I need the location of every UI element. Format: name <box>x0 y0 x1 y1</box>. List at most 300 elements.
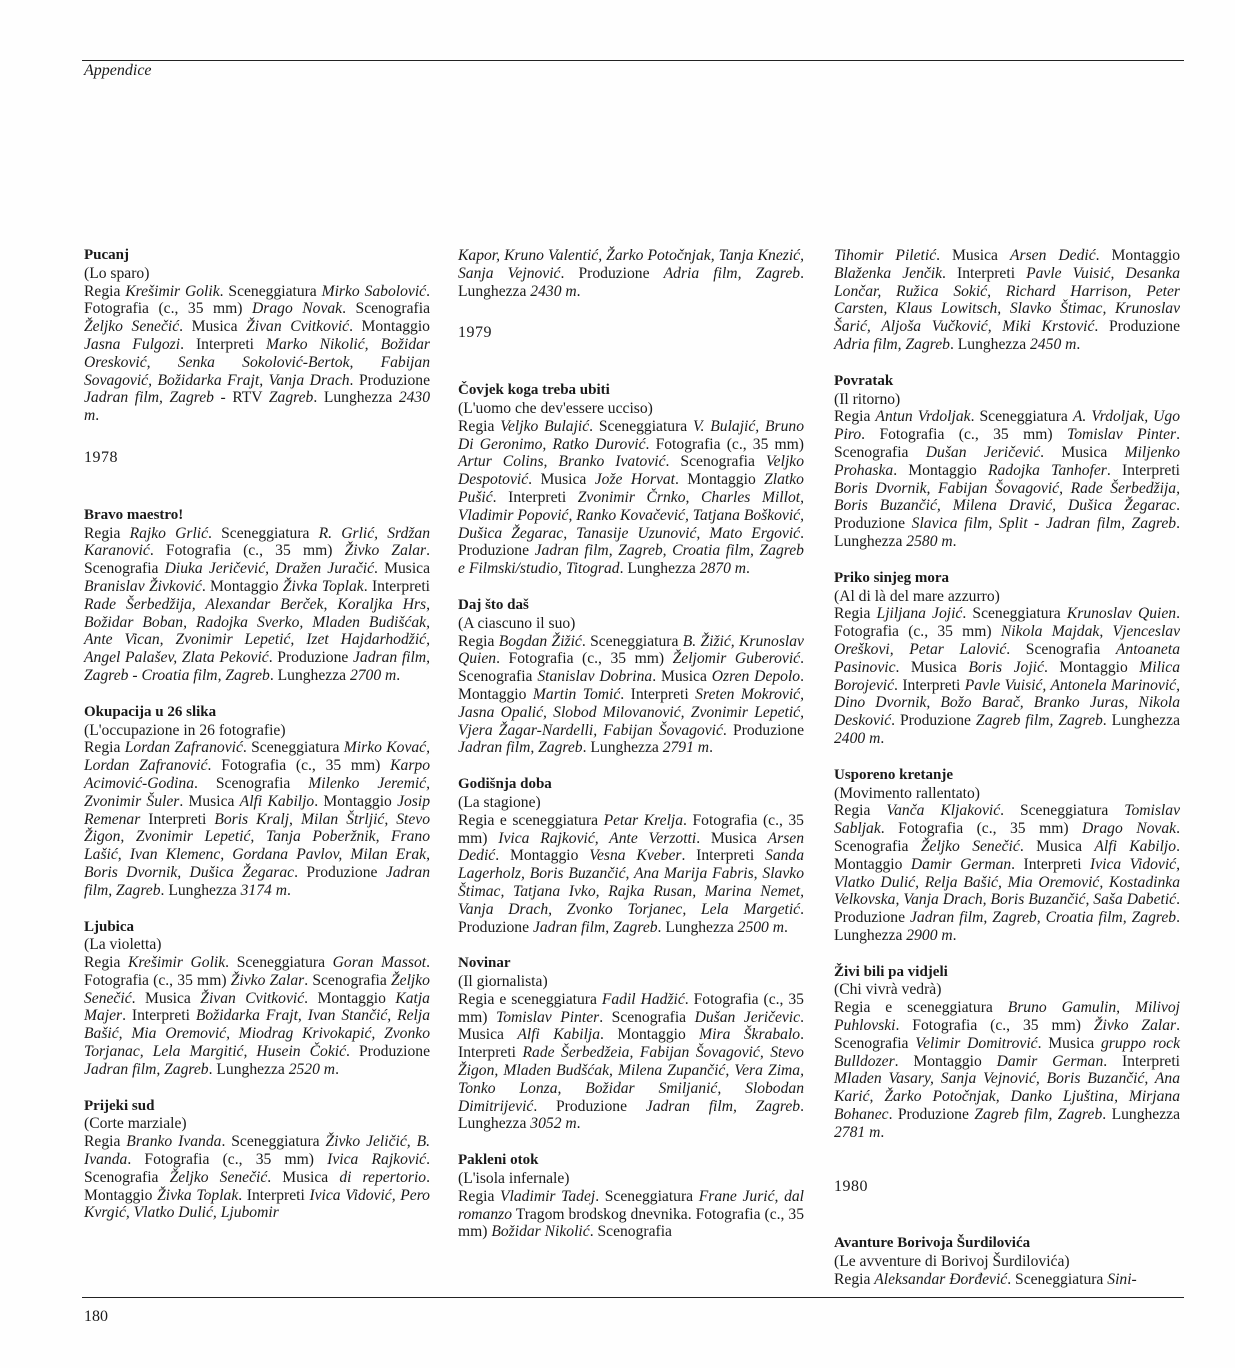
film-credits <box>834 1271 1180 1289</box>
credit-text: . <box>1076 335 1081 353</box>
film-subtitle: (Il ritorno) <box>834 390 901 408</box>
credit-name: Alfi Kabiljo <box>1094 837 1177 855</box>
credit-name: Adria film, Zagreb <box>834 335 950 353</box>
credit-text: Interpreti <box>140 810 215 828</box>
credit-text: . Sceneggiatura <box>581 632 683 650</box>
credit-text: . <box>576 282 581 300</box>
credit-text: . Fotografia (c., 35 mm) <box>84 954 430 989</box>
credit-name: Stanislav Dobrina <box>537 668 653 686</box>
credit-name: 3174 m <box>240 881 287 899</box>
credit-text: . <box>709 739 713 757</box>
credit-name: Željko Senečić <box>84 318 180 336</box>
film-entry <box>84 507 430 685</box>
credit-name: 2791 m <box>662 739 710 757</box>
credit-text: . Sceneggiatura <box>221 1133 326 1151</box>
credit-text: . Musica <box>652 668 712 686</box>
credit-text: . Musica <box>374 560 430 578</box>
film-subtitle: (Corte marziale) <box>84 1115 187 1133</box>
credit-name: Martin Tomić <box>532 685 621 703</box>
film-entry <box>834 570 1180 748</box>
film-subtitle: (A ciascuno il suo) <box>458 614 576 632</box>
credit-text: . Lunghezza <box>1102 712 1180 730</box>
credit-text: . Lunghezza <box>160 881 241 899</box>
credit-text: . Sceneggiatura <box>219 282 322 300</box>
credit-text: . Scenografia <box>84 542 430 578</box>
credit-text: . Lunghezza <box>582 739 663 757</box>
credit-text: . <box>576 1115 581 1133</box>
film-subtitle: (Al di là del mare azzurro) <box>834 587 1000 605</box>
credit-text: . Scenografia <box>84 1151 430 1186</box>
year-heading: 1978 <box>84 448 118 466</box>
credit-text: . Interpreti <box>180 335 267 353</box>
credit-name: Drago Novak <box>252 300 343 318</box>
credit-text: . Montaggio <box>495 847 590 865</box>
credit-text: . Lunghezza <box>458 264 804 300</box>
credit-text: . Montaggio <box>675 471 765 489</box>
credit-text: . Produzione <box>834 891 1180 927</box>
credit-name: Blaženka Jenčik <box>834 264 943 282</box>
credit-name: Mladen Vasary, Sanja Vejnović, Boris Buzančić, Ana Karić, Žarko Potočnjak, Danko Ljuština, Mirjana Bohanec <box>834 1070 1180 1124</box>
credit-name: 2700 m <box>349 666 397 684</box>
film-credits <box>84 525 430 685</box>
credit-name: Sini- <box>1107 1271 1137 1289</box>
film-credits <box>834 605 1180 747</box>
credit-name: Krunoslav Quien <box>1066 605 1177 623</box>
credit-text: . <box>784 918 788 936</box>
credit-text: . Musica <box>1019 837 1095 855</box>
film-credits <box>834 408 1180 550</box>
credit-name: Aleksandar Đorđević <box>874 1271 1008 1289</box>
credit-text: . Montaggio <box>1095 247 1180 264</box>
credit-name: B. Žižić, Krunoslav Quien <box>458 632 804 668</box>
film-title: Povratak <box>834 372 894 389</box>
credit-text: Regia <box>834 1271 875 1289</box>
credit-name: Artur Colins, Branko Ivatović <box>458 453 666 471</box>
credit-name: Branislav Živković <box>84 577 202 595</box>
credit-name: gruppo rock Bulldozer <box>834 1034 1180 1070</box>
credit-name: Vladimir Tadej <box>500 1187 596 1205</box>
credit-name: Lordan Zafranović <box>124 739 243 757</box>
credit-name: Branko Ivanda <box>126 1133 222 1151</box>
film-entry <box>834 767 1180 945</box>
credit-name: Željko Senečić <box>84 971 430 1007</box>
film-entry <box>458 776 804 936</box>
credit-name: Željko Senečić <box>920 837 1020 855</box>
credit-name: 2520 m <box>288 1060 336 1078</box>
credit-name: Mira Škrabalo <box>699 1026 801 1044</box>
credit-name: Boris Dvornik, Fabijan Šovagović, Rade Šerbedžija, Boris Buzančić, Milena Dravić, Dušica Žegarac <box>834 479 1180 515</box>
credit-text: Regia <box>84 739 125 757</box>
credit-name: Živko Zalar <box>344 542 427 560</box>
credit-text: . Produzione <box>888 1106 975 1124</box>
credit-text: . Interpreti <box>894 676 965 694</box>
credit-name: Zvonimir Črnko, Charles Millot, Vladimir Popović, Ranko Kovačević, Tatjana Bošković, Dušica Žegarac, Tanasije Uzunović, Mato Ergović <box>458 488 804 542</box>
running-header: Appendice <box>84 62 152 79</box>
credit-name: Živka Toplak <box>157 1186 239 1204</box>
credit-text: . Montaggio <box>304 989 396 1007</box>
film-credits <box>84 283 430 425</box>
credit-text: Regia e sceneggiatura <box>458 811 604 829</box>
credit-name: Mirko Kovać, Lordan Zafranović <box>84 739 430 775</box>
credit-text: . Produzione <box>346 1043 431 1061</box>
credit-text: . Musica <box>528 471 595 489</box>
film-title: Avanture Borivoja Šurdilovića <box>834 1235 1031 1252</box>
credit-text: . <box>286 881 291 899</box>
credit-name: Alfi Kabilja <box>517 1026 601 1044</box>
credit-text: . Fotografia (c., 35 mm) <box>880 820 1083 838</box>
credit-text: . Fotografia (c., 35 mm) <box>207 757 391 775</box>
entry-continuation <box>834 247 1180 354</box>
film-credits <box>834 247 1180 354</box>
credit-name: Jadran film, Zagreb <box>532 918 658 936</box>
credit-name: Nikola Majdak, Vjenceslav Oreškovi, Petar Lalović <box>834 623 1180 658</box>
credit-text: . Sceneggiatura <box>225 954 333 972</box>
credit-name: Jasna Fulgozi <box>84 335 181 353</box>
credit-name: Ivica Vidović, Vlatko Dulić, Relja Bašić, Mia Oremović, Kostadinka Velkovska, Vanja Drach, Boris Buzančić, Saša Dabetić <box>834 855 1180 909</box>
credit-name: Adria film, Zagreb <box>663 264 801 282</box>
credit-text: . Montaggio <box>1043 658 1140 676</box>
credit-name: Josip Remenar <box>84 792 430 828</box>
credit-text: . Fotografia (c., 35 mm) <box>834 605 1180 641</box>
film-title: Bravo maestro! <box>84 506 184 523</box>
credit-text: . Fotografia (c., 35 mm) <box>496 650 673 668</box>
credit-name: Slavica film, Split - Jadran film, Zagreb <box>911 515 1177 533</box>
film-entry <box>84 919 430 1079</box>
credit-name: Mirko Sabolović <box>321 282 427 300</box>
credit-text: . Fotografia (c., 35 mm) <box>84 282 430 318</box>
credit-text: . Sceneggiatura <box>970 408 1073 426</box>
credit-text: . Scenografia <box>599 1008 695 1026</box>
credit-name: Živka Toplak <box>282 577 364 595</box>
credit-text: . Fotografia (c., 35 mm) <box>645 435 804 453</box>
credit-text: . Montaggio <box>458 668 804 703</box>
credit-text: . Fotografia (c., 35 mm) <box>149 542 345 560</box>
credit-text: . Scenografia <box>1006 640 1116 658</box>
credit-name: V. Bulajić, Bruno Di Geronimo, Ratko Durović <box>458 417 804 453</box>
film-entry <box>84 1098 430 1223</box>
credit-name: Sreten Mokrović, Jasna Opalić, Slobod Milovanović, Zvonimir Lepetić, Vjera Žagar-Nardelli, Fabijan Šovagović <box>458 685 804 739</box>
credit-name: Ivica Rajković <box>327 1151 427 1169</box>
credit-name: Krešimir Golik <box>128 954 226 972</box>
credit-text: . Produzione <box>891 712 976 730</box>
credit-name: Karpo Acimović-Godina <box>84 757 430 792</box>
credit-text: . Lunghezza <box>313 389 399 407</box>
credit-name: Bruno Gamulin, Milivoj Puhlovski <box>834 999 1180 1035</box>
credit-name: Tihomir Piletić <box>834 247 937 264</box>
credit-text: . Interpreti <box>1106 461 1180 479</box>
credit-text: . <box>335 1060 339 1078</box>
credit-text: . Lunghezza <box>208 1060 289 1078</box>
credit-name: Tomislav Pinter <box>1066 426 1177 444</box>
credit-text: . Sceneggiatura <box>1000 802 1125 820</box>
credit-name: Ljiljana Jojić <box>876 605 963 623</box>
credit-name: 2900 m <box>906 926 953 944</box>
credit-text: . Produzione <box>458 900 804 936</box>
credit-name: Katja Majer <box>84 989 430 1025</box>
credit-text: . Fotografia (c., 35 mm) <box>458 811 804 847</box>
credit-name: Jadran film, Zagreb <box>84 1060 209 1078</box>
credit-text: . Lunghezza <box>619 560 700 578</box>
credit-text: Regia <box>84 524 130 542</box>
credit-name: Miljenko Prohaska <box>834 443 1180 479</box>
credit-text: . Montaggio <box>314 792 398 810</box>
film-title: Novinar <box>458 955 511 972</box>
credit-text: . Fotografia (c., 35 mm) <box>127 1151 328 1169</box>
film-entry <box>834 373 1180 551</box>
credit-name: R. Grlić, Srdžan Karanović <box>84 524 430 560</box>
credit-text: . Musica <box>895 658 969 676</box>
credit-name: di repertorio <box>339 1168 427 1186</box>
year-heading: 1979 <box>458 324 492 342</box>
credit-name: Živko Zalar <box>1093 1017 1177 1035</box>
film-subtitle: (La violetta) <box>84 936 162 954</box>
credit-text: . Produzione <box>722 721 804 739</box>
credit-name: 2450 m <box>1030 335 1077 353</box>
credit-text: . <box>880 729 885 747</box>
credit-name: Željko Senečić <box>169 1168 268 1186</box>
film-entry <box>458 1152 804 1241</box>
film-credits <box>84 739 430 899</box>
credit-name: 2580 m <box>906 532 953 550</box>
credit-text: . Produzione <box>458 524 804 560</box>
credit-name: Goran Massot <box>332 954 427 972</box>
credit-name: Frane Jurić, dal romanzo <box>458 1187 804 1223</box>
credit-name: Jože Horvat <box>594 471 676 489</box>
credit-name: Jadran film, Zagreb - Croatia film, Zagreb <box>84 649 430 684</box>
credit-name: Ozren Depolo <box>711 668 801 686</box>
credit-name: Tomislav Pinter <box>495 1008 600 1026</box>
credit-name: Kapor, Kruno Valentić, Žarko Potočnjak, Tanja Knezić, Sanja Vejnović <box>458 247 804 282</box>
film-title: Okupacija u 26 slika <box>84 703 217 720</box>
film-title: Priko sinjeg mora <box>834 569 949 586</box>
credit-text: . Sceneggiatura <box>962 605 1067 623</box>
credit-text: . Sceneggiatura <box>595 1187 699 1205</box>
credit-text: . Musica <box>1040 443 1125 461</box>
film-title: Daj što daš <box>458 596 529 613</box>
credit-text: . Sceneggiatura <box>1007 1271 1108 1289</box>
credit-name: Rade Šerbedžija, Alexandar Berček, Koraljka Hrs, Božidar Boban, Radojka Sverko, Mladen Budišćak, Ante Vican, Zvonimir Lepetić, Izet Hajdarhodžić, Angel Palašev, Zlata Peković <box>84 595 430 667</box>
credit-name: Dušan Jeričević <box>925 443 1041 461</box>
credit-text: . Produzione <box>294 863 386 881</box>
film-title: Godišnja doba <box>458 776 552 793</box>
credit-name: Jadran film, Zagreb <box>645 1097 801 1115</box>
credit-text: . Montaggio <box>600 1026 700 1044</box>
credit-text: Regia <box>84 1133 127 1151</box>
credit-text: . Musica <box>267 1168 340 1186</box>
credit-name: Fadil Hadžić <box>601 990 685 1008</box>
credit-name: Vanča Kljaković <box>886 802 1001 820</box>
credit-text: . Scenografia <box>458 650 804 686</box>
credit-text: . Lunghezza <box>834 515 1180 550</box>
credit-text: . Produzione <box>533 1097 646 1115</box>
credit-text: Regia <box>834 802 887 820</box>
credit-text: . Fotografia (c., 35 mm) <box>861 426 1067 444</box>
film-subtitle: (Lo sparo) <box>84 264 150 282</box>
credit-name: Zagreb <box>268 389 314 407</box>
credit-name: Jadran film, Zagreb, Croatia film, Zagreb e Filmski/studio, Titograd <box>458 542 804 578</box>
credit-text: . Interpreti <box>238 1186 310 1204</box>
credit-text: . Musica <box>696 829 768 847</box>
credit-text: . Interpreti <box>942 264 1027 282</box>
credit-text: . Interpreti <box>620 685 696 703</box>
credit-text: . <box>952 532 957 550</box>
film-subtitle: (Movimento rallentato) <box>834 784 980 802</box>
credit-text: . Fotografia (c., 35 mm) <box>895 1017 1094 1035</box>
credit-text: . Scenografia <box>304 971 391 989</box>
credit-text: . Lunghezza <box>269 666 350 684</box>
credit-text: Regia <box>458 632 499 650</box>
credit-text: . Montaggio <box>349 318 430 336</box>
credit-name: Božidarka Frajt, Ivan Stančić, Relja Bašić, Mia Oremović, Miodrag Krivokapić, Zvonko Torjanac, Lela Margitić, Husein Čokić <box>84 1007 430 1061</box>
film-credits <box>458 247 804 300</box>
film-title: Prijeki sud <box>84 1097 155 1114</box>
credit-name: Željomir Guberović <box>672 650 801 668</box>
credit-name: Božidar Nikolić <box>491 1223 590 1241</box>
credit-text: . Interpreti <box>492 488 578 506</box>
credit-text: . <box>746 560 750 578</box>
credit-name: 2870 m <box>699 560 747 578</box>
credit-text: . Lunghezza <box>1102 1106 1180 1124</box>
credit-text: . Interpreti <box>1011 855 1090 873</box>
credit-text: . Scenografia <box>342 300 430 318</box>
credit-text: . <box>95 407 100 425</box>
film-subtitle: (L'occupazione in 26 fotografie) <box>84 721 286 739</box>
credit-name: Diuka Jeričević, Dražen Juračić <box>164 560 375 578</box>
film-credits <box>458 633 804 758</box>
credit-text: . Interpreti <box>681 847 766 865</box>
credit-name: Milenko Jeremić, Zvonimir Šuler <box>84 774 430 810</box>
credit-name: Dušan Jeričevic <box>694 1008 801 1026</box>
credit-name: Petar Krelja <box>603 811 684 829</box>
credit-text: . Produzione <box>834 497 1180 533</box>
credit-name: 2430 m <box>84 389 431 425</box>
credit-text: . Scenografia <box>834 1017 1180 1052</box>
credit-name: 2500 m <box>737 918 784 936</box>
year-heading: 1980 <box>834 1177 868 1195</box>
credit-name: Zagreb film, Zagreb <box>974 1106 1103 1124</box>
film-entry <box>458 597 804 757</box>
column-1 <box>84 247 430 1241</box>
credit-name: Boris Jojić <box>968 658 1044 676</box>
credit-name: Jadran film, Zagreb <box>84 389 214 407</box>
credit-name: Drago Novak <box>1082 820 1177 838</box>
credit-text: Regia <box>458 417 501 435</box>
credit-name: Marko Nikolić, Božidar Oresković, Senka Sokolović-Bertok, Fabijan Sovagović, Božidarka Frajt, Vanja Drach <box>84 335 430 389</box>
credit-name: Arsen Dedić <box>1009 247 1096 264</box>
credit-name: Bogdan Žižić <box>498 632 582 650</box>
film-entry <box>458 382 804 578</box>
credit-name: Krešimir Golik <box>125 282 220 300</box>
film-entry <box>458 955 804 1133</box>
credit-name: Jadran film, Zagreb, Croatia film, Zagreb <box>910 909 1177 927</box>
credit-text: . Musica <box>1037 1034 1101 1052</box>
credit-text: . Musica <box>936 247 1010 264</box>
credit-text: . Interpreti <box>122 1007 196 1025</box>
credit-name: Zlatko Pušić <box>458 471 804 506</box>
entry-continuation <box>458 247 804 300</box>
header-rule <box>82 60 1184 61</box>
credit-name: Sanda Lagerholz, Boris Buzančić, Ana Marija Fabris, Slavko Štimac, Tatjana Ivko, Rajka Rusan, Marina Nemet, Vanja Drach, Zvonko Torjanec, Lela Margetić <box>458 847 804 918</box>
credit-text: . Scenografia <box>589 1223 672 1241</box>
film-subtitle: (Chi vivrà vedrà) <box>834 981 942 999</box>
film-title: Pakleni otok <box>458 1152 539 1169</box>
credit-name: Vesna Kveber <box>589 847 682 865</box>
credit-name: Pavle Vuisić, Desanka Lončar, Ružica Sokić, Richard Harrison, Peter Carsten, Klaus Lowitsch, Slavko Štimac, Krunoslav Šarić, Aljoša Vučković, Miki Krstović <box>834 264 1180 336</box>
credit-text: Regia <box>458 1187 501 1205</box>
credit-text: . <box>952 926 957 944</box>
credit-name: Ivica Vidović, Pero Kvrgić, Vlatko Dulić, Ljubomir <box>84 1186 430 1222</box>
credit-name: Jadran film, Zagreb <box>84 863 430 899</box>
credit-text: Regia e sceneggiatura <box>834 999 1008 1017</box>
credit-name: Alfi Kabiljo <box>239 792 315 810</box>
film-entry <box>84 247 430 425</box>
credit-text: . Montaggio <box>834 837 1180 873</box>
credit-name: Veljko Despotović <box>458 453 804 489</box>
credit-text: . Sceneggiatura <box>242 739 344 757</box>
credit-text: . Musica <box>131 989 201 1007</box>
credit-name: Jadran film, Zagreb <box>458 739 583 757</box>
credit-text: . Produzione <box>1094 318 1180 336</box>
credit-text: . Montaggio <box>84 1168 430 1204</box>
credit-text: . Montaggio <box>893 461 988 479</box>
credit-name: Milica Borojević <box>834 658 1180 694</box>
credit-text: . Produzione <box>268 649 353 667</box>
credit-name: Arsen Dedić <box>458 829 804 865</box>
film-credits <box>834 999 1180 1141</box>
credit-name: Ivica Rajković, Ante Verzotti <box>498 829 697 847</box>
page-number: 180 <box>84 1308 108 1325</box>
film-title: Pucanj <box>84 247 129 263</box>
column-3 <box>834 247 1180 1308</box>
credit-text: . Lunghezza <box>458 1097 804 1133</box>
credit-text: Tragom brodskog dnevnika. Fotografia (c., 35 mm) <box>458 1205 804 1241</box>
credit-name: Živan Cvitković <box>246 318 350 336</box>
credit-text: . Lunghezza <box>834 909 1180 944</box>
film-entry <box>834 1235 1180 1288</box>
credit-name: Damir German <box>910 855 1012 873</box>
film-title: Usporeno kretanje <box>834 766 954 783</box>
film-subtitle: (Le avventure di Borivoj Šurdilovića) <box>834 1253 1070 1271</box>
credit-text: . Sceneggiatura <box>208 524 319 542</box>
credit-name: Zagreb film, Zagreb <box>975 712 1103 730</box>
film-subtitle: (L'uomo che dev'essere ucciso) <box>458 399 653 417</box>
credit-text: . Montaggio <box>894 1052 997 1070</box>
credit-name: A. Vrdoljak, Ugo Piro <box>834 408 1180 444</box>
credit-name: Radojka Tanhofer <box>987 461 1107 479</box>
credit-name: Živan Cvitković <box>200 989 305 1007</box>
credit-text: . Produzione <box>560 264 664 282</box>
film-subtitle: (La stagione) <box>458 793 541 811</box>
credit-text: . Lunghezza <box>949 335 1031 353</box>
credit-name: Živko Jeličić, B. Ivanda <box>84 1133 430 1169</box>
credit-name: 2430 m <box>530 282 577 300</box>
credit-text: . Produzione <box>349 371 431 389</box>
film-credits <box>458 812 804 937</box>
film-subtitle: (L'isola infernale) <box>458 1170 570 1188</box>
credit-name: Antoaneta Pasinovic <box>834 640 1180 676</box>
credit-text: . Scenografia <box>834 426 1180 461</box>
credit-text: . Musica <box>179 318 247 336</box>
credit-name: Rajko Grlić <box>129 524 209 542</box>
credit-text: . Lunghezza <box>657 918 738 936</box>
credit-text: . Interpreti <box>1103 1052 1180 1070</box>
film-credits <box>458 418 804 578</box>
credit-name: 3052 m <box>530 1115 577 1133</box>
film-subtitle: (Il giornalista) <box>458 973 548 991</box>
credit-name: Veljko Bulajić <box>500 417 590 435</box>
credit-text: . Fotografia (c., 35 mm) <box>458 990 804 1026</box>
footer-rule <box>82 1297 1184 1298</box>
